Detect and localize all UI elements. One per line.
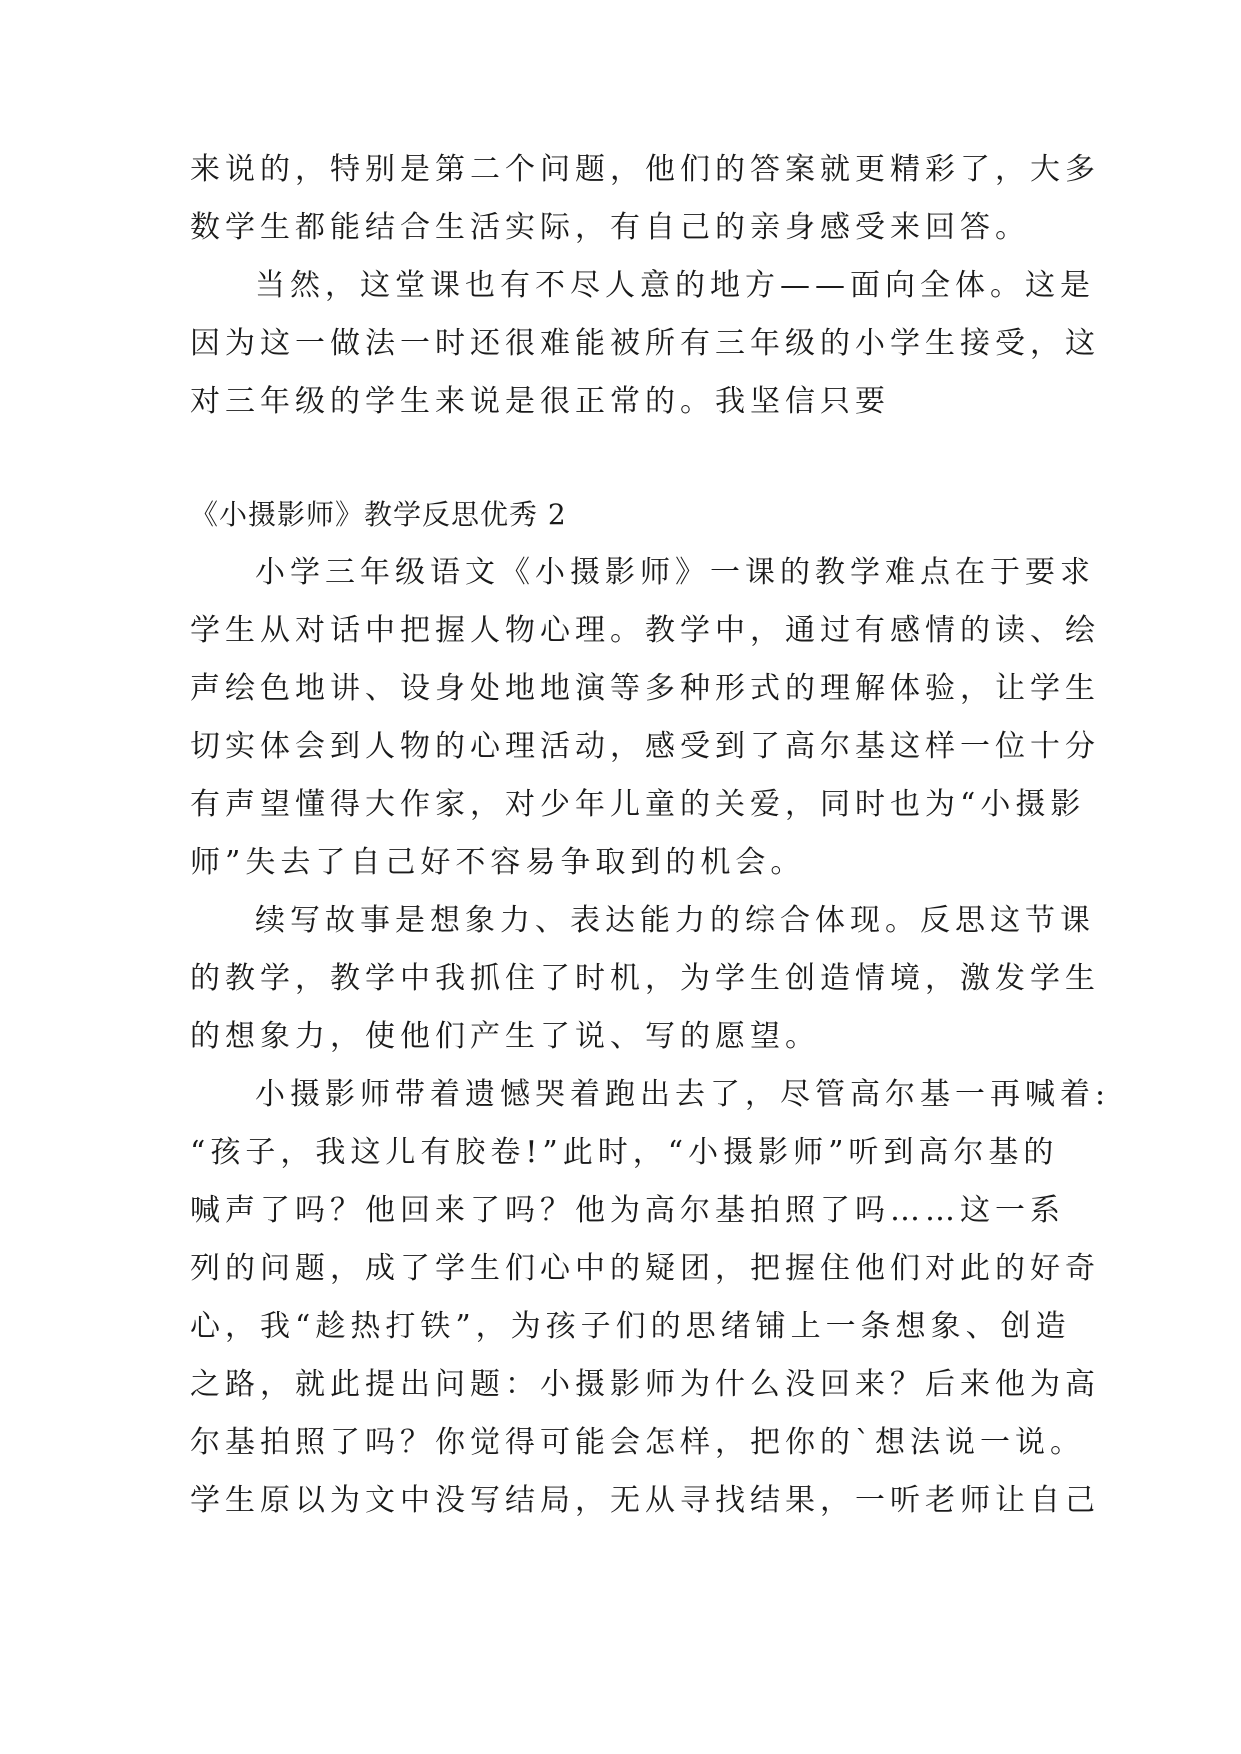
paragraph-line: 小学三年级语文《小摄影师》一课的教学难点在于要求 [255, 555, 1095, 590]
paragraph-line: 学生原以为文中没写结局，无从寻找结果，一听老师让自己 [190, 1483, 1100, 1518]
paragraph-line: “孩子，我这儿有胶卷!”此时，“小摄影师”听到高尔基的 [190, 1135, 1059, 1170]
paragraph-line: 学生从对话中把握人物心理。教学中，通过有感情的读、绘 [190, 613, 1100, 648]
paragraph-line: 的教学，教学中我抓住了时机，为学生创造情境，激发学生 [190, 961, 1100, 996]
paragraph-line: 小摄影师带着遗憾哭着跑出去了，尽管高尔基一再喊着: [255, 1077, 1111, 1112]
paragraph-line: 的想象力，使他们产生了说、写的愿望。 [190, 1019, 820, 1054]
paragraph-line: 之路，就此提出问题：小摄影师为什么没回来？后来他为高 [190, 1367, 1100, 1402]
section-heading: 《小摄影师》教学反思优秀 2 [190, 498, 567, 531]
paragraph-line: 对三年级的学生来说是很正常的。我坚信只要 [190, 384, 890, 419]
paragraph-line: 喊声了吗？他回来了吗？他为高尔基拍照了吗……这一系 [190, 1193, 1065, 1228]
paragraph-line: 续写故事是想象力、表达能力的综合体现。反思这节课 [255, 903, 1095, 938]
paragraph-line: 来说的，特别是第二个问题，他们的答案就更精彩了，大多 [190, 152, 1100, 187]
paragraph-line: 师”失去了自己好不容易争取到的机会。 [190, 845, 806, 880]
paragraph-line: 尔基拍照了吗？你觉得可能会怎样，把你的`想法说一说。 [190, 1425, 1085, 1460]
paragraph-line: 数学生都能结合生活实际，有自己的亲身感受来回答。 [190, 210, 1030, 245]
paragraph-line: 因为这一做法一时还很难能被所有三年级的小学生接受，这 [190, 326, 1100, 361]
paragraph-line: 列的问题，成了学生们心中的疑团，把握住他们对此的好奇 [190, 1251, 1100, 1286]
paragraph-line: 心，我“趁热打铁”，为孩子们的思绪铺上一条想象、创造 [190, 1309, 1071, 1344]
paragraph-line: 有声望懂得大作家，对少年儿童的关爱，同时也为“小摄影 [190, 787, 1086, 822]
paragraph-line: 切实体会到人物的心理活动，感受到了高尔基这样一位十分 [190, 729, 1100, 764]
paragraph-line: 声绘色地讲、设身处地地演等多种形式的理解体验，让学生 [190, 671, 1100, 706]
paragraph-line: 当然，这堂课也有不尽人意的地方——面向全体。这是 [255, 268, 1095, 303]
